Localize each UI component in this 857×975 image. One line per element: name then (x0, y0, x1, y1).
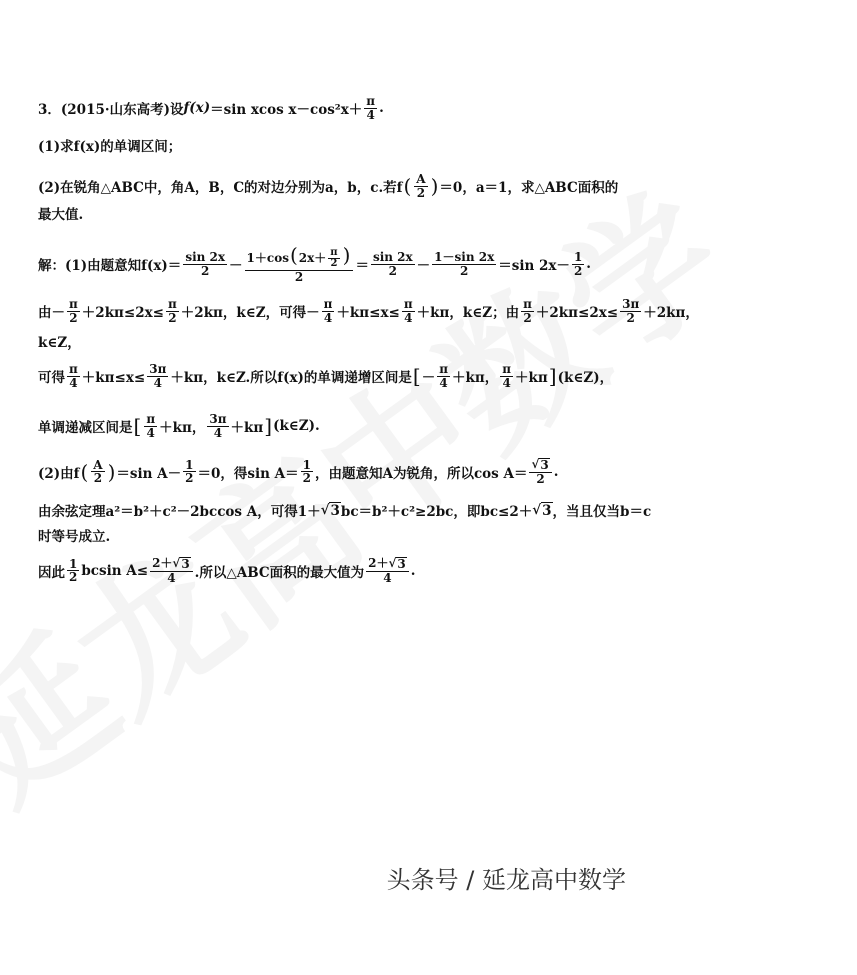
part-1: (1)求f(x)的单调区间； (38, 139, 182, 155)
solution-line-4: 可得 $\frac{\pi}{4}$ ＋kπ≤x≤ $\frac{3\pi}{4}$ ＋kπ，k∈Z.所以f(x)的单调递增区间是 [ － $\frac{\pi}{4}$ ＋kπ， $\frac{\pi}{4}$ ＋kπ ] (k∈Z)， (38, 362, 614, 390)
solution-line-5: 单调递减区间是 [ $\frac{\pi}{4}$ ＋kπ， $\frac{3\pi}{4}$ ＋kπ ] (k∈Z). (38, 412, 320, 440)
solution-line-6: (2)由f ( $\frac{A}{2}$ ) ＝sin A－ $\frac{1}{2}$ ＝0，得sin A＝ $\frac{1}{2}$ ，由题意知A为锐角，所以cos A＝ √ 3 2 . (38, 457, 559, 486)
footer-attribution: 头条号 / 延龙高中数学 (386, 866, 626, 894)
solution-line-1: 解：(1)由题意知f(x)＝ $\frac{\sin 2x}{2}$ － 1＋cos(2x＋ $\frac{\pi}{2}$ ) 2 ＝ $\frac{\sin 2x}{2}$ － $\frac{1-\sin 2x}{2}$ ＝sin 2x－ $\frac{1}{2}$ . (38, 243, 591, 284)
part-2-cont: 最大值. (38, 207, 84, 223)
problem-number: 3． (38, 102, 61, 119)
problem-stem: 3． (2015·山东高考) 设 f(x) ＝sin xcos x－cos²x＋ $\frac{\pi}{4}$ . (38, 94, 384, 122)
problem-source: (2015·山东高考) (60, 102, 170, 119)
fraction: $\frac{\pi}{4}$ (366, 94, 376, 122)
solution-line-8: 时等号成立. (38, 529, 111, 545)
solution-line-9: 因此 $\frac{1}{2}$ bcsin A≤ 2＋√ 3 4 .所以△ABC面积的最大值为 2＋√ 3 4 . (38, 556, 416, 585)
part-2: (2)在锐角△ABC中，角A，B，C的对边分别为a，b，c.若f ( $\frac{A}{2}$ ) ＝0，a＝1，求△ABC面积的 (38, 172, 619, 200)
solution-line-2: 由－ $\frac{\pi}{2}$ ＋2kπ≤2x≤ $\frac{\pi}{2}$ ＋2kπ，k∈Z，可得－ $\frac{\pi}{4}$ ＋kπ≤x≤ $\frac{\pi}{4}$ ＋kπ，k∈Z；由 $\frac{\pi}{2}$ ＋2kπ≤2x≤ $\frac{3\pi}{2}$ ＋2kπ， (38, 297, 699, 325)
solution-line-3: k∈Z， (38, 335, 81, 351)
solution-line-7: 由余弦定理a²＝b²＋c²－2bccos A，可得1＋ √ 3 bc＝b²＋c²≥2bc，即bc≤2＋ √ 3 ，当且仅当b＝c (38, 501, 652, 520)
